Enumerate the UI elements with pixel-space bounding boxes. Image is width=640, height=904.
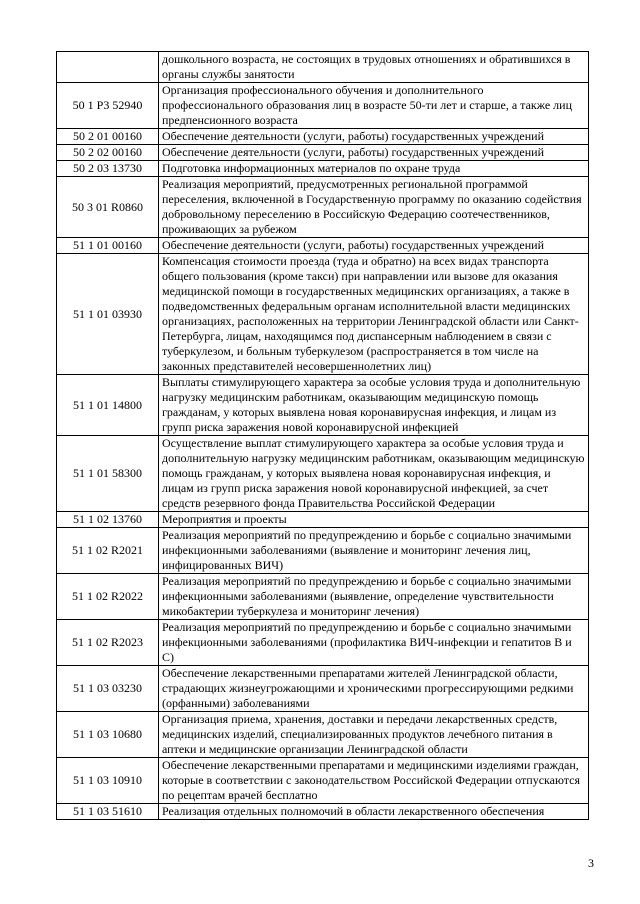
table-row bbox=[57, 52, 589, 83]
table-row bbox=[57, 528, 589, 574]
row-code: 51 1 03 03230 bbox=[57, 666, 159, 712]
table-row bbox=[57, 758, 589, 804]
row-code: 51 1 01 00160 bbox=[57, 238, 159, 254]
row-description: Обеспечение лекарственными препаратами и медицинскими изделиями граждан, которые в соответствии с законодательством Российской Федерации отпускаются по рецептам врачей бесплатно bbox=[159, 758, 589, 804]
row-description: Организация профессионального обучения и дополнительного профессионального образования лиц в возрасте 50-ти лет и старше, а также лиц предпенсионного возраста bbox=[159, 83, 589, 129]
row-code: 51 1 03 10680 bbox=[57, 712, 159, 758]
row-description: Реализация мероприятий по предупреждению и борьбе с социально значимыми инфекционными заболеваниями (профилактика ВИЧ-инфекции и гепатитов В и С) bbox=[159, 620, 589, 666]
row-description: Организация приема, хранения, доставки и передачи лекарственных средств, медицинских изделий, специализированных продуктов лечебного питания в аптеки и медицинские организации Ленинградской области bbox=[159, 712, 589, 758]
row-code: 50 2 02 00160 bbox=[57, 145, 159, 161]
row-code: 50 1 P3 52940 bbox=[57, 83, 159, 129]
table-row bbox=[57, 620, 589, 666]
table-row bbox=[57, 238, 589, 254]
table-row bbox=[57, 129, 589, 145]
table-body bbox=[57, 52, 589, 820]
table-row bbox=[57, 666, 589, 712]
row-description: Выплаты стимулирующего характера за особые условия труда и дополнительную нагрузку медицинским работникам, оказывающим медицинскую помощь гражданам, у которых выявлена новая коронавирусная инфекция, и лицам из групп риска заражения новой коронавирусной инфекцией bbox=[159, 375, 589, 436]
row-code: 50 2 01 00160 bbox=[57, 129, 159, 145]
row-code: 50 2 03 13730 bbox=[57, 161, 159, 177]
row-code: 51 1 01 14800 bbox=[57, 375, 159, 436]
row-description: Реализация отдельных полномочий в области лекарственного обеспечения bbox=[159, 804, 589, 820]
budget-codes-table bbox=[56, 51, 589, 820]
row-code: 50 3 01 R0860 bbox=[57, 177, 159, 238]
row-code: 51 1 02 13760 bbox=[57, 512, 159, 528]
table-row bbox=[57, 83, 589, 129]
row-description: Реализация мероприятий по предупреждению и борьбе с социально значимыми инфекционными заболеваниями (выявление и мониторинг лечения лиц, инфицированных ВИЧ) bbox=[159, 528, 589, 574]
row-code: 51 1 01 58300 bbox=[57, 436, 159, 512]
table-row bbox=[57, 375, 589, 436]
row-description: Компенсация стоимости проезда (туда и обратно) на всех видах транспорта общего пользования (кроме такси) при направлении или вызове для оказания медицинской помощи в государственных медицинских организациях, а также в подведомственных федеральным органам исполнительной власти медицинских организациях, расположенных на территории Ленинградской области или Санкт-Петербурга, лицам, находящимся под диспансерным наблюдением в связи с туберкулезом, и больным туберкулезом (распространяется в том числе на законных представителей несовершеннолетних лиц) bbox=[159, 254, 589, 375]
row-description: Реализация мероприятий по предупреждению и борьбе с социально значимыми инфекционными заболеваниями (выявление, определение чувствительности микобактерии туберкулеза и мониторинг лечения) bbox=[159, 574, 589, 620]
table-row bbox=[57, 161, 589, 177]
row-description: Осуществление выплат стимулирующего характера за особые условия труда и дополнительную нагрузку медицинским работникам, оказывающим медицинскую помощь гражданам, у которых выявлена новая коронавирусная инфекция, и лицам из групп риска заражения новой коронавирусной инфекцией, за счет средств резервного фонда Правительства Российской Федерации bbox=[159, 436, 589, 512]
row-description: Обеспечение деятельности (услуги, работы) государственных учреждений bbox=[159, 129, 589, 145]
row-code: 51 1 03 10910 bbox=[57, 758, 159, 804]
table-row bbox=[57, 712, 589, 758]
row-description: Мероприятия и проекты bbox=[159, 512, 589, 528]
table-row bbox=[57, 804, 589, 820]
row-code: 51 1 02 R2022 bbox=[57, 574, 159, 620]
row-description: Обеспечение деятельности (услуги, работы) государственных учреждений bbox=[159, 238, 589, 254]
row-code: 51 1 02 R2023 bbox=[57, 620, 159, 666]
row-description: дошкольного возраста, не состоящих в трудовых отношениях и обратившихся в органы службы занятости bbox=[159, 52, 589, 83]
table-row bbox=[57, 574, 589, 620]
page-number: 3 bbox=[588, 856, 594, 870]
row-code: 51 1 03 51610 bbox=[57, 804, 159, 820]
table-row bbox=[57, 512, 589, 528]
row-code bbox=[57, 52, 159, 83]
row-code: 51 1 02 R2021 bbox=[57, 528, 159, 574]
row-code: 51 1 01 03930 bbox=[57, 254, 159, 375]
row-description: Обеспечение лекарственными препаратами жителей Ленинградской области, страдающих жизнеугрожающими и хроническими прогрессирующими редкими (орфанными) заболеваниями bbox=[159, 666, 589, 712]
table-row bbox=[57, 436, 589, 512]
row-description: Реализация мероприятий, предусмотренных региональной программой переселения, включенной в Государственную программу по оказанию содействия добровольному переселению в Российскую Федерацию соотечественников, проживающих за рубежом bbox=[159, 177, 589, 238]
table-row bbox=[57, 145, 589, 161]
table-row bbox=[57, 254, 589, 375]
row-description: Обеспечение деятельности (услуги, работы) государственных учреждений bbox=[159, 145, 589, 161]
row-description: Подготовка информационных материалов по охране труда bbox=[159, 161, 589, 177]
table-row bbox=[57, 177, 589, 238]
